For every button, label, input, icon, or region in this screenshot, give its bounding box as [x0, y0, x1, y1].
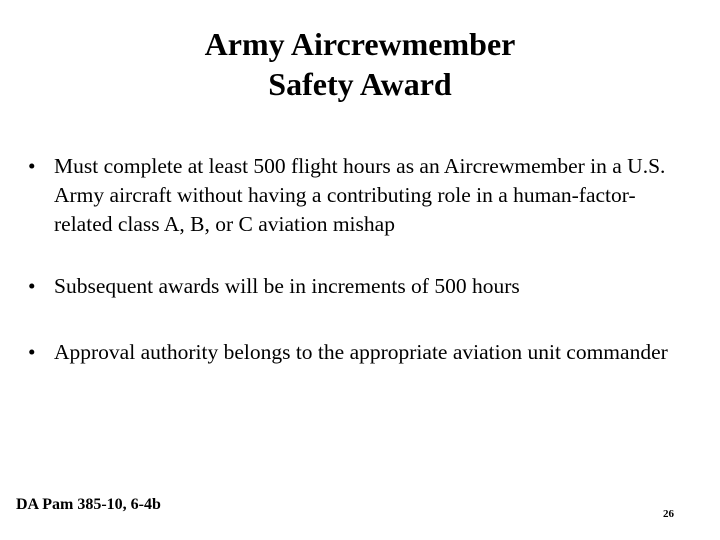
bullet-text: Must complete at least 500 flight hours as an Aircrewmember in a U.S. Army aircraft without having a contributing role in a human-factor-related class A, B, or C aviation mishap [54, 154, 666, 236]
bullet-marker: • [28, 154, 36, 178]
page-number: 26 [663, 508, 674, 520]
slide-title [0, 24, 720, 104]
bullet-list [28, 152, 688, 367]
bullet-item [28, 272, 688, 301]
source-reference: DA Pam 385-10, 6-4b [16, 496, 161, 513]
bullet-item [28, 338, 688, 367]
bullet-marker: • [28, 274, 36, 298]
bullet-text: Subsequent awards will be in increments of 500 hours [54, 274, 520, 298]
bullet-text: Approval authority belongs to the appropriate aviation unit commander [54, 340, 668, 364]
title-line-2: Safety Award [268, 66, 452, 102]
title-line-1: Army Aircrewmember [204, 26, 516, 62]
bullet-item [28, 152, 688, 239]
bullet-marker: • [28, 340, 36, 364]
